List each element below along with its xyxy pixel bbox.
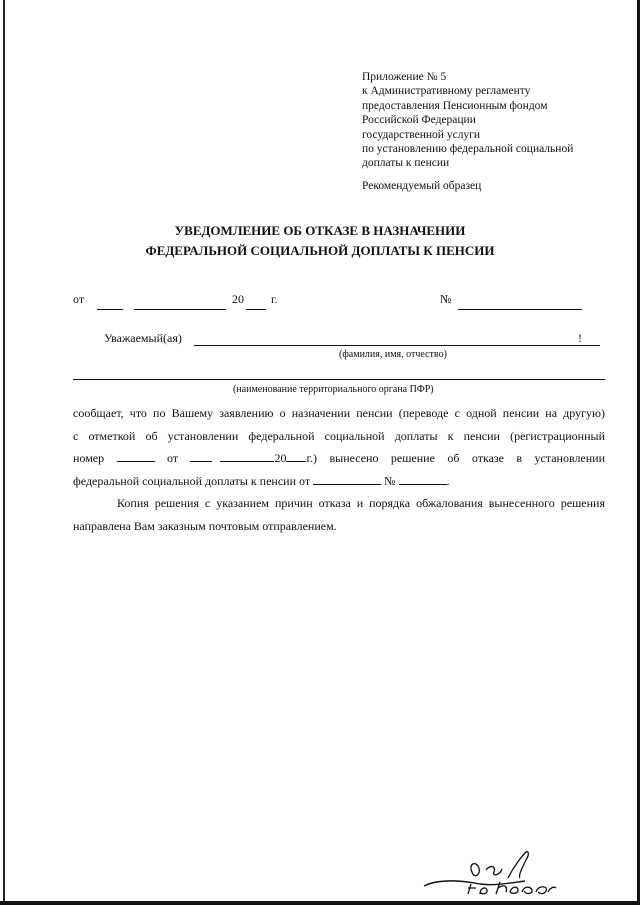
greeting-caption: (фамилия, имя, отчество): [339, 349, 447, 360]
reg-number-blank: [117, 450, 155, 462]
signature-image: [410, 848, 570, 898]
date-day-blank: [97, 309, 123, 310]
appendix-block: [362, 70, 573, 171]
title-line-1: УВЕДОМЛЕНИЕ ОБ ОТКАЗЕ В НАЗНАЧЕНИИ: [174, 223, 466, 238]
reg-month-blank: [220, 450, 274, 462]
paragraph-line: сообщает, что по Вашему заявлению о назначении пенсии (переводе с одной пенсии на другую): [73, 406, 605, 420]
appendix-line: предоставления Пенсионным фондом: [362, 99, 548, 112]
pension-date-label: федеральной социальной доплаты к пенсии от: [73, 473, 311, 488]
date-year-prefix: 20: [232, 292, 244, 306]
reg-year-prefix: 20: [274, 451, 287, 465]
greeting-name-blank: [194, 345, 600, 346]
paragraph-main: [73, 402, 605, 492]
paragraph-line: Копия решения с указанием причин отказа и порядка обжалования вынесенного решения: [117, 496, 605, 510]
reg-year-blank: [286, 450, 306, 462]
number-label: №: [440, 292, 452, 306]
date-year-suffix: г.: [271, 292, 278, 306]
appendix-line: государственной услуги: [362, 128, 481, 141]
appendix-line: Российской Федерации: [362, 114, 476, 127]
document-title: [0, 221, 640, 261]
date-from-label: от: [73, 292, 85, 306]
reg-date-label: от: [166, 451, 179, 465]
date-year-blank: [246, 309, 266, 310]
date-month-blank: [134, 309, 226, 310]
appendix-line: доплаты к пенсии: [362, 157, 450, 170]
greeting-exclamation: !: [578, 331, 582, 345]
number-blank: [458, 309, 582, 310]
appendix-line: по установлению федеральной социальной: [362, 143, 574, 156]
paragraph-copy: [73, 492, 605, 537]
pension-date-blank: [313, 473, 381, 485]
sample-label: Рекомендуемый образец: [362, 180, 482, 192]
greeting-label: Уважаемый(ая): [104, 331, 182, 345]
reg-decision-text: г.) вынесено решение об отказе в установлении: [306, 451, 606, 465]
reg-number-label: номер: [73, 451, 105, 465]
authority-caption: (наименование территориального органа ПФР): [233, 384, 434, 395]
title-line-2: ФЕДЕРАЛЬНОЙ СОЦИАЛЬНОЙ ДОПЛАТЫ К ПЕНСИИ: [145, 243, 495, 258]
paragraph-line: [73, 470, 605, 493]
page-edge-bottom: [0, 901, 640, 905]
pension-period: .: [446, 473, 450, 488]
appendix-line: к Административному регламенту: [362, 85, 531, 98]
paragraph-line: направлена Вам заказным почтовым отправлением.: [73, 518, 337, 533]
authority-name-blank: [73, 379, 605, 380]
appendix-line: Приложение № 5: [362, 71, 447, 83]
paragraph-line: с отметкой об установлении федеральной социальной доплаты к пенсии (регистрационный: [73, 428, 605, 443]
page-edge-left: [3, 0, 5, 905]
pension-number-blank: [399, 473, 447, 485]
reg-day-blank: [190, 450, 212, 462]
pension-number-label: №: [384, 473, 396, 488]
paragraph-line: [73, 447, 605, 470]
